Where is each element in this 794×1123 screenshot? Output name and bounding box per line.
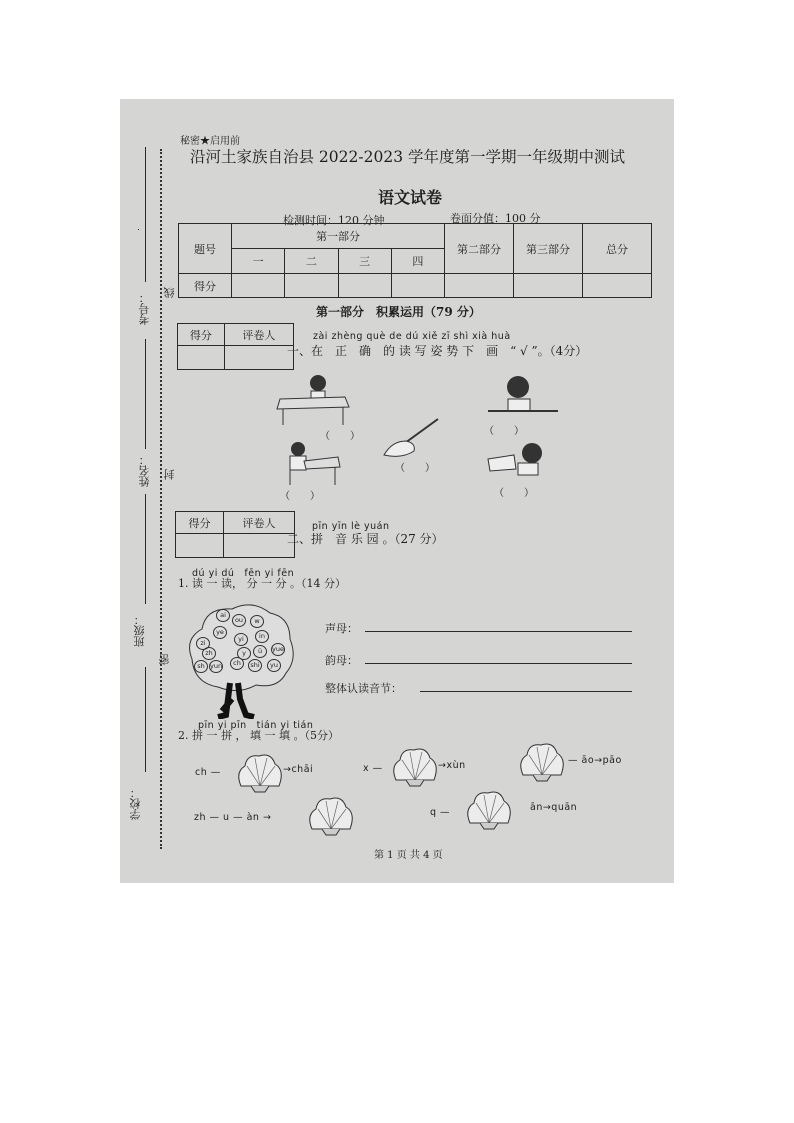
tree-syllable-bubble: yue — [271, 643, 285, 656]
ao-pao: — āo→pāo — [568, 755, 622, 766]
q2-2-pinyin: pīn yi pīn tián yi tián — [198, 720, 314, 731]
grader-box-2: 得分 评卷人 — [175, 511, 295, 558]
tree-syllable-bubble: yu — [267, 659, 281, 672]
xuexiao-label: 学校： — [129, 787, 142, 820]
q2-2-text: 2. 拼 一 拼 ， 填 一 填 。（5分） — [178, 729, 339, 742]
paren-2: （ ） — [484, 426, 524, 437]
paren-4: （ ） — [395, 463, 435, 474]
zhengti-answer-line[interactable] — [420, 691, 632, 692]
q2-1-text: 1. 读 一 读， 分 一 分 。（14 分） — [178, 577, 346, 590]
binding-dotted-line — [160, 149, 162, 849]
mi-char: 密 — [158, 654, 171, 665]
tree-syllable-bubble: in — [255, 630, 269, 643]
tree-syllable-bubble: sh — [194, 660, 208, 673]
paren-5: （ ） — [494, 488, 534, 499]
tree-syllable-bubble: ye — [213, 626, 227, 639]
shell-blank[interactable] — [517, 741, 567, 783]
feng-char: 封 — [163, 469, 176, 480]
shengmu-answer-line[interactable] — [365, 631, 632, 632]
tree-syllable-bubble: shi — [248, 659, 262, 672]
paren-1: （ ） — [320, 431, 360, 442]
exam-paper-photo — [120, 99, 674, 883]
shell-blank[interactable] — [464, 789, 514, 831]
x-label: x — — [363, 763, 383, 774]
banji-label: 班级： — [133, 614, 146, 647]
ch-label: ch — — [195, 767, 221, 778]
tree-syllable-bubble: ou — [232, 614, 246, 627]
paren-3: （ ） — [280, 491, 320, 502]
tree-syllable-bubble: yi — [234, 633, 248, 646]
tree-syllable-bubble: zh — [202, 647, 216, 660]
kid-slouching-figure — [280, 439, 350, 487]
tree-syllable-bubble: ch — [230, 657, 244, 670]
quan-result: ān→quān — [530, 802, 578, 813]
tree-syllable-bubble: yun — [209, 660, 223, 673]
q-label: q — — [430, 807, 451, 818]
shell-blank[interactable] — [235, 752, 285, 794]
kaohao-label: 考号： — [138, 292, 151, 325]
exam-title: 沿河土家族自治县 2022-2023 学年度第一学期一年级期中测试 — [190, 148, 625, 166]
tree-syllable-bubble: ü — [253, 645, 267, 658]
tree-syllable-bubble: zi — [196, 637, 210, 650]
chai-result: →chāi — [283, 764, 314, 775]
q1-pinyin: zài zhèng què de dú xiě zī shì xià huà — [313, 331, 511, 342]
hand-holding-pen-figure — [380, 415, 445, 460]
yunmu-answer-line[interactable] — [365, 663, 632, 664]
grader-box-1: 得分 评卷人 — [177, 323, 294, 370]
q2-pinyin: pīn yīn lè yuán — [312, 521, 390, 532]
shell-blank[interactable] — [390, 746, 440, 788]
kid-reading-figure — [488, 371, 568, 421]
exam-time: 检测时间：120 分钟 — [283, 214, 385, 227]
secret-label: 秘密★启用前 — [180, 136, 240, 147]
kid-writing-desk-figure — [275, 369, 355, 427]
shengmu-label: 声母： — [325, 622, 358, 635]
xingming-label: 姓名： — [138, 454, 151, 487]
zh-u-an-label: zh — u — àn → — [194, 812, 272, 823]
q2-1-pinyin: dú yi dú fēn yi fēn — [192, 568, 295, 579]
tree-syllable-bubble: y — [237, 647, 251, 660]
subject-title: 语文试卷 — [378, 188, 443, 207]
xian-char: 线 — [163, 287, 176, 298]
xun-result: →xùn — [438, 760, 466, 771]
exam-score: 卷面分值：100 分 — [450, 212, 541, 225]
yunmu-label: 韵母： — [325, 654, 358, 667]
q2-text: 二、拼 音 乐 园 。（27 分） — [287, 532, 444, 546]
tree-syllable-bubble: ai — [216, 609, 230, 622]
q1-text: 一、在 正 确 的 读 写 姿 势 下 画 “ √ ”。（4分） — [287, 344, 588, 358]
shell-blank[interactable] — [306, 795, 356, 837]
zhengti-label: 整体认读音节： — [325, 682, 402, 695]
page-footer: 第 1 页 共 4 页 — [374, 850, 443, 861]
tree-syllable-bubble: w — [250, 615, 264, 628]
score-table: 题号 第一部分 第二部分 第三部分 总分 一 二 三 四 得分 — [178, 223, 652, 298]
section1-title: 第一部分 积累运用（79 分） — [316, 305, 481, 319]
kid-book-close-figure — [484, 439, 554, 484]
